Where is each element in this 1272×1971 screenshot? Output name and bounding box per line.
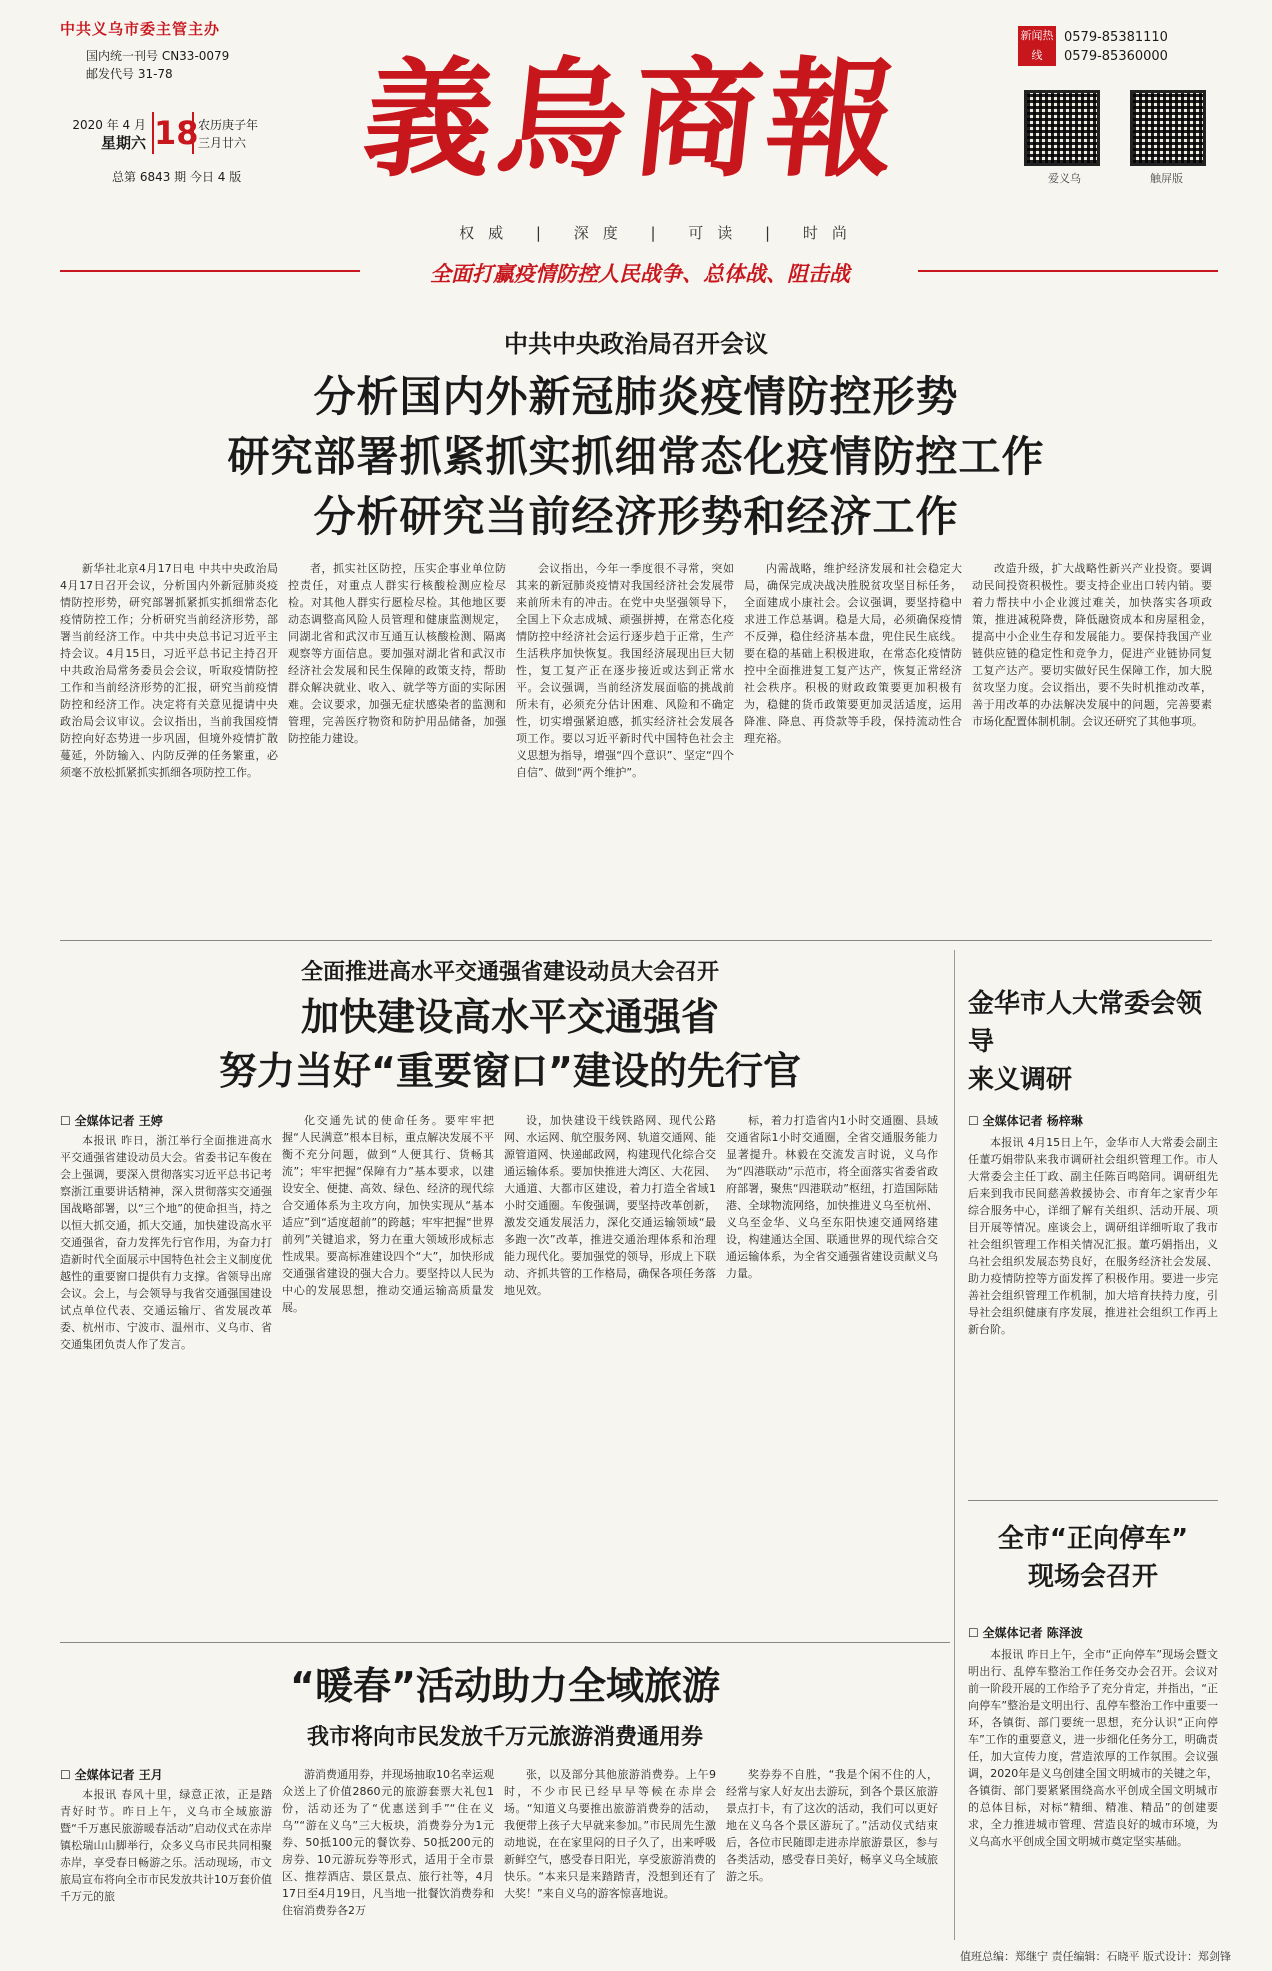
- date-box: [60, 112, 290, 162]
- section-divider: [60, 940, 1212, 941]
- phone-2: 0579-85360000: [1064, 49, 1168, 64]
- tourism-text-2: 游消费通用券，并现场抽取10名幸运观众送上了价值2860元的旅游套票大礼包1份，活动还为了“优惠送到手”“住在义乌”“游在义乌”三大板块，消费券分为1元券、50抵100元的餐饮券、50抵200元的房券、10元游玩券等形式，适用于全市景区、推荐酒店、景区景点、旅行社等，4月17日至4月19日，凡当地一批餐饮消费券和住宿消费券各2万: [282, 1768, 494, 1917]
- tourism-column-3: [504, 1766, 716, 1936]
- banner-rule-right: [918, 270, 1218, 272]
- banner-slogan: 全面打赢疫情防控人民战争、总体战、阻击战: [430, 262, 850, 286]
- transport-headline-2: 努力当好“重要窗口”建设的先行官: [219, 1049, 801, 1093]
- tourism-column-4: [726, 1766, 938, 1936]
- tourism-headline: “暖春”活动助力全域旅游: [290, 1664, 720, 1708]
- tourism-byline: ☐ 全媒体记者 王月: [60, 1766, 163, 1783]
- tourism-text-3: 张，以及部分其他旅游消费券。上午9时，不少市民已经早早等候在赤岸会场。“知道义乌要推出旅游消费券的活动，我便带上孩子大早就来参加。”市民周先生激动地说，在在家里闷的日子久了，出来呼吸新鲜空气，感受春日阳光，享受旅游消费的快乐。“本来只是来踏踏青，没想到还有了大奖！”来自义乌的游客惊喜地说。: [504, 1768, 716, 1900]
- date-lunar: [198, 116, 258, 152]
- transport-text-2: 化交通先试的使命任务。要牢牢把握“人民满意”根本目标，重点解决发展不平衡不充分问题，做到“人便其行、货畅其流”；牢牢把握“保障有力”基本要求，以建设安全、便捷、高效、绿色、经济的现代综合交通体系为主攻方向，加快实现从“基本适应”到“适度超前”的跨越；牢牢把握“世界前列”关键追求，努力在重大领域形成标志性成果。要高标准建设四个“大”，加快形成交通强省建设的强大合力。要坚持以人民为中心的发展思想，推动交通运输高质量发展。: [282, 1114, 494, 1314]
- tourism-column-1: [60, 1786, 272, 1936]
- jinhua-headline: [968, 985, 1218, 1099]
- lead-text-2: 者，抓实社区防控，压实企事业单位防控责任，对重点人群实行核酸检测应检尽检。对其他人群实行愿检尽检。其他地区要动态调整高风险人员管理和健康监测规定，同湖北省和武汉市互通互认核酸检测、隔离观察等方面信息。要加强对湖北省和武汉市经济社会发展和民生保障的政策支持，帮助群众解决就业、收入、就学等方面的实际困难。会议要求，加强无症状感染者的监测和管理，完善医疗物资和防护用品储备，加强防控能力建设。: [288, 562, 506, 745]
- date-year-month: 2020 年 4 月: [72, 118, 146, 132]
- lead-text-5: 改造升级，扩大战略性新兴产业投资。要调动民间投资积极性。要支持企业出口转内销。要着力帮扶中小企业渡过难关，加快落实各项政策，推进减税降费，降低融资成本和房屋租金，提高中小企业生存和发展能力。要保持我国产业链供应链的稳定性和竞争力，促进产业链协同复工复产达产。要切实做好民生保障工作，加大脱贫攻坚力度。会议指出，要不失时机推动改革，善于用改革的办法解决发展中的问题，完善要素市场化配置体制机制。会议还研究了其他事项。: [972, 562, 1212, 728]
- qr-label-1: 爱义乌: [1048, 172, 1081, 185]
- qr-label-2: 触屏版: [1150, 172, 1183, 185]
- parking-byline: ☐ 全媒体记者 陈泽波: [968, 1624, 1083, 1641]
- lead-kicker: 中共中央政治局召开会议: [504, 330, 768, 358]
- date-weekday: 星期六: [100, 134, 146, 152]
- lunar-year: 农历庚子年: [198, 118, 259, 132]
- parking-text: 本报讯 昨日上午，全市“正向停车”现场会暨文明出行、乱停车整治工作任务交办会召开。会议对前一阶段开展的工作给予了充分肯定，并指出，“正向停车”整治是文明出行、乱停车整治工作中重要一环，各镇街、部门要统一思想，充分认识“正向停车”工作的重要意义，进一步细化任务分工，明确责任，加大宣传力度，营造浓厚的工作氛围。会议强调，2020年是义乌创建全国文明城市的关键之年，各镇街、部门要紧紧围绕高水平创成全国文明城市的总体目标，对标“精细、精准、精品”的创建要求，全力推进城市管理、营造良好的城市环境，为义乌高水平创成全国文明城市奠定坚实基础。: [968, 1648, 1218, 1848]
- lead-headline-1: 分析国内外新冠肺炎疫情防控形势: [313, 372, 959, 421]
- parking-headline: [968, 1520, 1218, 1596]
- tourism-column-2: [282, 1766, 494, 1936]
- parking-title-1: 全市“正向停车”: [997, 1524, 1189, 1554]
- banner-rule-left: [60, 270, 360, 272]
- lead-headline-3: 分析研究当前经济形势和经济工作: [313, 492, 959, 541]
- tourism-text-1: 本报讯 春风十里，绿意正浓，正是踏青好时节。昨日上午，义乌市全域旅游暨“千万惠民旅游暖春活动”启动仪式在赤岸镇松瑞山山脚举行，众多义乌市民共同相聚赤岸，享受春日畅游之乐。活动现场，市文旅局宣布将向全市市民发放共计10万套价值千万元的旅: [60, 1788, 272, 1903]
- transport-text-1: 本报讯 昨日，浙江举行全面推进高水平交通强省建设动员大会。省委书记车俊在会上强调，要深入贯彻落实习近平总书记考察浙江重要讲话精神，深入贯彻落实交通强国战略部署，以“三个地”的使命担当，持之以恒大抓交通，抓大交通，加快建设高水平交通强省，奋力发挥先行官作用，为奋力打造新时代全面展示中国特色社会主义制度优越性的重要窗口提供有力支撑。省领导出席会议。会上，与会领导与我省交通强国建设试点单位代表、交通运输厅、省发展改革委、杭州市、宁波市、温州市、义乌市、省交通集团负责人作了发言。: [60, 1134, 272, 1351]
- transport-kicker: 全面推进高水平交通强省建设动员大会召开: [300, 960, 719, 985]
- jinhua-title-1: 金华市人大常委会领导: [968, 989, 1203, 1057]
- phone-1: 0579-85381110: [1064, 30, 1168, 45]
- issue-info: 总第 6843 期 今日 4 版: [112, 170, 242, 184]
- lunar-day: 三月廿六: [198, 136, 247, 150]
- lead-column-5: [972, 560, 1212, 930]
- slogan: 权威 | 深度 | 可读 | 时尚: [459, 224, 861, 242]
- lead-column-4: [744, 560, 962, 930]
- party-line: 中共义乌市委主管主办: [60, 20, 221, 38]
- parking-body: [968, 1646, 1218, 1936]
- transport-headline-1: 加快建设高水平交通强省: [300, 995, 719, 1039]
- tourism-divider: [60, 1642, 950, 1643]
- right-column-divider: [954, 950, 955, 1940]
- lead-column-3: [516, 560, 734, 930]
- jinhua-byline: ☐ 全媒体记者 杨梓琳: [968, 1112, 1083, 1129]
- jinhua-text: 本报讯 4月15日上午，金华市人大常委会副主任董巧娟带队来我市调研社会组织管理工作。市人大常委会主任丁政、副主任陈百鸣陪同。调研组先后来到我市民间慈善救援协会、市育年之家青少年综合服务中心，详细了解有关组织、活动开展、项目开展等情况。座谈会上，调研组详细听取了我市社会组织管理工作相关情况汇报。董巧娟指出，义乌社会组织发展态势良好，在服务经济社会发展、助力疫情防控等方面发挥了积极作用。要进一步完善社会组织管理工作机制，加大培育扶持力度，引导社会组织健康有序发展，推进社会组织工作再上新台阶。: [968, 1136, 1218, 1336]
- qr-code-icon: [1130, 90, 1206, 166]
- transport-column-2: [282, 1112, 494, 1632]
- newspaper-logo: 義烏商報: [357, 45, 909, 195]
- postal-code: 邮发代号 31-78: [86, 67, 173, 81]
- date-left: [60, 116, 146, 152]
- editor-credits: 值班总编：郑继宁 责任编辑：石晓平 版式设计：郑剑锋: [960, 1950, 1231, 1963]
- lead-column-2: [288, 560, 506, 930]
- lead-text-4: 内需战略，维护经济发展和社会稳定大局，确保完成决战决胜脱贫攻坚目标任务，全面建成小康社会。会议强调，要坚持稳中求进工作总基调。稳是大局，必须确保疫情不反弹，稳住经济基本盘，兜住民生底线。要在稳的基础上积极进取，在常态化疫情防控中全面推进复工复产达产，恢复正常经济社会秩序。积极的财政政策要更加积极有为，稳健的货币政策要更加灵活适度，运用降准、降息、再贷款等手段，保持流动性合理充裕。: [744, 562, 962, 745]
- qr-code-icon: [1024, 90, 1100, 166]
- tourism-text-4: 奖券券不自胜，“我是个闲不住的人，经常与家人好友出去游玩，到各个景区旅游景点打卡，有了这次的活动，我们可以更好地在义乌各个景区游玩了。”活动仪式结束后，各位市民随即走进赤岸旅游景区，参与各类活动，感受春日美好，畅享义乌全域旅游之乐。: [726, 1768, 938, 1883]
- lead-headline-2: 研究部署抓紧抓实抓细常态化疫情防控工作: [227, 432, 1045, 481]
- lead-text-1: 新华社北京4月17日电 中共中央政治局4月17日召开会议，分析国内外新冠肺炎疫情防控形势，研究部署抓紧抓实抓细常态化疫情防控工作；分析研究当前经济形势，部署当前经济工作。中共中央总书记习近平主持会议。4月15日，习近平总书记主持召开中共政治局常务委员会会议，听取疫情防控工作和当前经济形势的汇报，研究当前疫情防控和经济工作。决定将有关意见提请中央政治局会议审议。会议指出，当前我国疫情防控向好态势进一步巩固，但境外疫情扩散蔓延，外防输入、内防反弹的任务繁重，必须毫不放松抓紧抓实抓细各项防控工作。: [60, 562, 278, 779]
- jinhua-body: [968, 1134, 1218, 1494]
- jinhua-title-2: 来义调研: [968, 1065, 1073, 1095]
- tourism-subhead: 我市将向市民发放千万元旅游消费通用券: [306, 1725, 703, 1750]
- date-day: 18: [154, 114, 199, 152]
- hotline-numbers: [1064, 28, 1168, 66]
- transport-column-1: [60, 1132, 272, 1632]
- lead-column-1: [60, 560, 278, 930]
- masthead-left: [60, 18, 270, 83]
- cn-number: 国内统一刊号 CN33-0079: [86, 49, 230, 63]
- parking-title-2: 现场会召开: [1027, 1562, 1158, 1592]
- lead-text-3: 会议指出，今年一季度很不寻常，突如其来的新冠肺炎疫情对我国经济社会发展带来前所未有的冲击。在党中央坚强领导下，全国上下众志成城、顽强拼搏，在常态化疫情防控中经济社会运行逐步趋于正常，生产生活秩序加快恢复。我国经济展现出巨大韧性，复工复产正在逐步接近或达到正常水平。会议强调，当前经济发展面临的挑战前所未有，必须充分估计困难、风险和不确定性，切实增强紧迫感，抓实经济社会发展各项工作。要以习近平新时代中国特色社会主义思想为指导，增强“四个意识”、坚定“四个自信”、做到“两个维护”。: [516, 562, 734, 779]
- transport-column-3: [504, 1112, 716, 1632]
- sidebar-divider: [968, 1500, 1218, 1501]
- hotline-label: 新闻热线: [1018, 26, 1056, 66]
- transport-text-3: 设，加快建设干线铁路网、现代公路网、水运网、航空服务网、轨道交通网、能源管道网、快递邮政网，构建现代化综合交通运输体系。要加快推进大湾区、大花园、大通道、大都市区建设，着力打造全省域1小时交通圈。车俊强调，要坚持改革创新，激发交通发展活力，深化交通运输领域“最多跑一次”改革，推进交通治理体系和治理能力现代化。要加强党的领导，形成上下联动、齐抓共管的工作格局，确保各项任务落地见效。: [504, 1114, 716, 1297]
- transport-byline: ☐ 全媒体记者 王婷: [60, 1112, 163, 1129]
- transport-text-4: 标，着力打造省内1小时交通圈、县域交通省际1小时交通圈，全省交通服务能力显著提升。林毅在交流发言时说，义乌作为“四港联动”示范市，将全面落实省委省政府部署，聚焦“四港联动”枢纽，打造国际陆港、全球物流网络，加快推进义乌至杭州、义乌至金华、义乌至东阳快速交通网络建设，构建通达全国、联通世界的现代综合交通运输体系，为全省交通强省建设贡献义乌力量。: [726, 1114, 938, 1280]
- transport-column-4: [726, 1112, 938, 1632]
